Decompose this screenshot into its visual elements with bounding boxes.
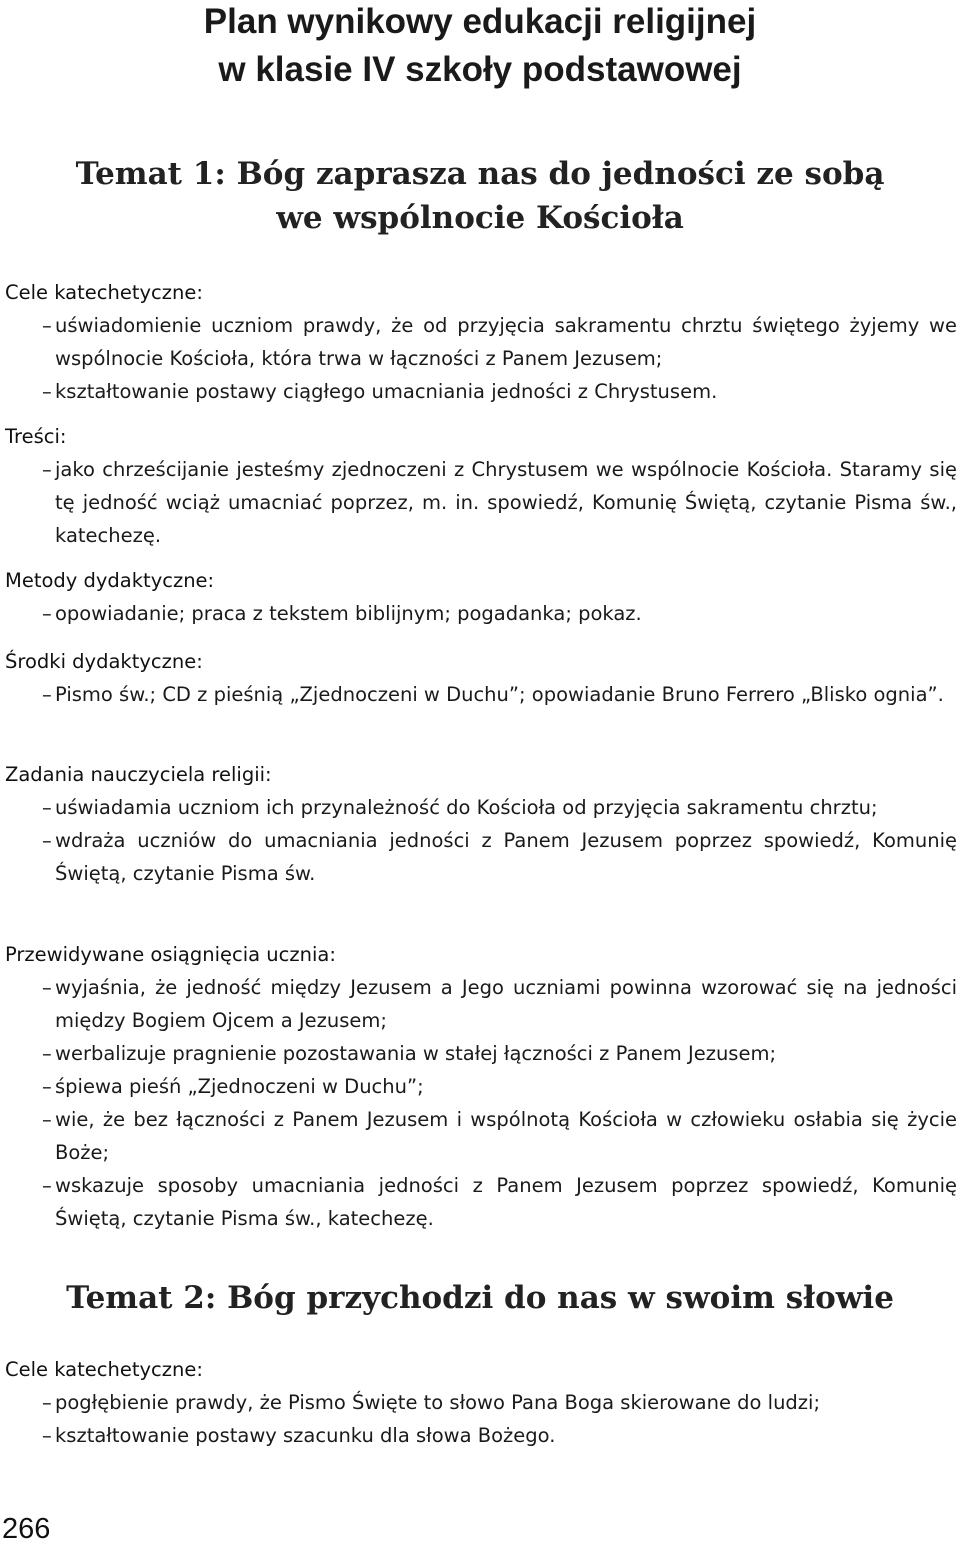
dash-marker: – — [42, 1075, 52, 1098]
section-cele-katechetyczne-2 — [5, 1353, 957, 1452]
list-item-text: werbalizuje pragnienie pozostawania w stałej łączności z Panem Jezusem; — [55, 1042, 777, 1065]
section-przewidywane-osiagniecia — [5, 938, 957, 1235]
list-item-text: kształtowanie postawy szacunku dla słowa Bożego. — [55, 1424, 556, 1447]
list-item-text: wdraża uczniów do umacniania jedności z Panem Jezusem poprzez spowiedź, Komunię Świętą, czytanie Pisma św. — [55, 829, 957, 885]
list-item-text: jako chrześcijanie jesteśmy zjednoczeni z Chrystusem we wspólnocie Kościoła. Staramy się tę jedność wciąż umacniać poprzez, m. in. spowiedź, Komunię Świętą, czytanie Pisma św., katechezę. — [55, 458, 957, 547]
list-item — [5, 791, 957, 824]
list-item — [5, 678, 957, 711]
dash-marker: – — [42, 683, 52, 706]
section-cele-katechetyczne — [5, 276, 957, 408]
dash-marker: – — [42, 1108, 52, 1131]
section-heading: Zadania nauczyciela religii: — [5, 763, 272, 786]
section-heading: Cele katechetyczne: — [5, 281, 203, 304]
dash-marker: – — [42, 1391, 52, 1414]
dash-marker: – — [42, 1424, 52, 1447]
dash-marker: – — [42, 829, 52, 852]
list-item — [5, 1169, 957, 1235]
list-item-text: wie, że bez łączności z Panem Jezusem i wspólnotą Kościoła w człowieku osłabia się życie Boże; — [55, 1108, 957, 1164]
list-item-text: wskazuje sposoby umacniania jedności z Panem Jezusem poprzez spowiedź, Komunię Świętą, czytanie Pisma św., katechezę. — [55, 1174, 957, 1230]
document-title-line-2: w klasie IV szkoły podstawowej — [218, 50, 742, 89]
dash-marker: – — [42, 796, 52, 819]
topic-1-title-line-2: we wspólnocie Kościoła — [276, 200, 684, 236]
topic-2-title: Temat 2: Bóg przychodzi do nas w swoim słowie — [66, 1280, 894, 1316]
document-title — [0, 0, 960, 94]
list-item-text: uświadamia uczniom ich przynależność do Kościoła od przyjęcia sakramentu chrztu; — [55, 796, 878, 819]
list-item — [5, 309, 957, 375]
topic-1-title-line-1: Temat 1: Bóg zaprasza nas do jedności ze sobą — [75, 156, 885, 192]
list-item-text: kształtowanie postawy ciągłego umacniania jedności z Chrystusem. — [55, 380, 718, 403]
list-item-text: wyjaśnia, że jedność między Jezusem a Jego uczniami powinna wzorować się na jedności między Bogiem Ojcem a Jezusem; — [55, 976, 957, 1032]
list-item — [5, 1103, 957, 1169]
section-metody-dydaktyczne — [5, 564, 957, 630]
dash-marker: – — [42, 976, 52, 999]
section-heading: Środki dydaktyczne: — [5, 650, 203, 673]
document-title-line-1: Plan wynikowy edukacji religijnej — [203, 2, 757, 41]
list-item — [5, 1070, 957, 1103]
list-item — [5, 971, 957, 1037]
list-item — [5, 597, 957, 630]
section-tresci — [5, 420, 957, 552]
topic-1-title — [0, 152, 960, 240]
dash-marker: – — [42, 380, 52, 403]
list-item — [5, 1037, 957, 1070]
dash-marker: – — [42, 458, 52, 481]
section-heading: Metody dydaktyczne: — [5, 569, 215, 592]
list-item — [5, 1419, 957, 1452]
list-item-text: pogłębienie prawdy, że Pismo Święte to słowo Pana Boga skierowane do ludzi; — [55, 1391, 821, 1414]
section-heading: Przewidywane osiągnięcia ucznia: — [5, 943, 336, 966]
dash-marker: – — [42, 602, 52, 625]
list-item-text: opowiadanie; praca z tekstem biblijnym; pogadanka; pokaz. — [55, 602, 642, 625]
section-zadania-nauczyciela — [5, 758, 957, 890]
list-item — [5, 824, 957, 890]
list-item-text: śpiewa pieśń „Zjednoczeni w Duchu”; — [55, 1075, 424, 1098]
section-srodki-dydaktyczne — [5, 645, 957, 711]
list-item — [5, 375, 957, 408]
dash-marker: – — [42, 1042, 52, 1065]
section-heading: Treści: — [5, 425, 67, 448]
list-item — [5, 453, 957, 552]
list-item-text: uświadomienie uczniom prawdy, że od przyjęcia sakramentu chrztu świętego żyjemy we wspólnocie Kościoła, która trwa w łączności z Panem Jezusem; — [55, 314, 957, 370]
section-heading: Cele katechetyczne: — [5, 1358, 203, 1381]
dash-marker: – — [42, 1174, 52, 1197]
dash-marker: – — [42, 314, 52, 337]
list-item — [5, 1386, 957, 1419]
page-number: 266 — [2, 1513, 51, 1545]
list-item-text: Pismo św.; CD z pieśnią „Zjednoczeni w Duchu”; opowiadanie Bruno Ferrero „Blisko ognia”. — [55, 683, 944, 706]
